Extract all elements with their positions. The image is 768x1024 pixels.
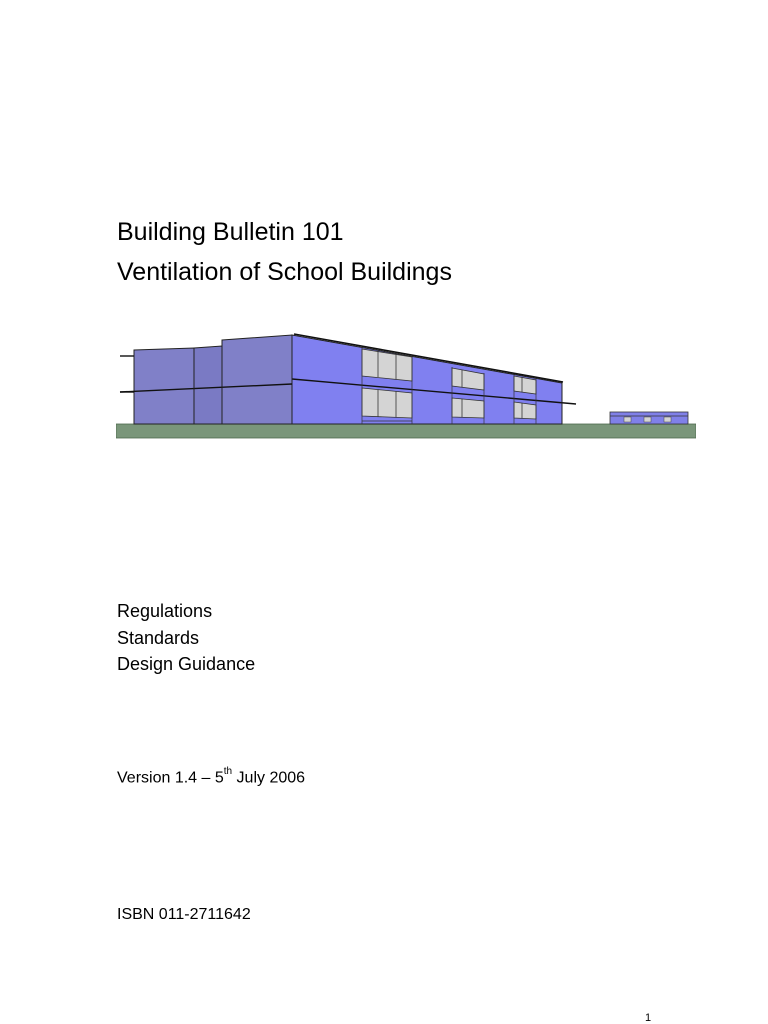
version-ordinal-suffix: th [223, 766, 233, 777]
version-line [117, 768, 305, 787]
subject-standards: Standards [117, 627, 200, 648]
version-suffix: July 2006 [232, 769, 306, 787]
subject-list [117, 598, 255, 678]
title-line-1: Building Bulletin 101 [117, 218, 344, 246]
subject-design-guidance: Design Guidance [117, 654, 256, 674]
isbn-line: ISBN 011-2711642 [117, 906, 251, 923]
title-line-2: Ventilation of School Buildings [117, 258, 452, 286]
school-building-illustration [116, 330, 696, 442]
page-number: 1 [645, 1012, 652, 1024]
school-building-elevation-icon [116, 330, 696, 442]
document-title [117, 212, 452, 292]
version-prefix: Version 1.4 – 5 [117, 769, 224, 787]
subject-regulations: Regulations [117, 601, 213, 621]
